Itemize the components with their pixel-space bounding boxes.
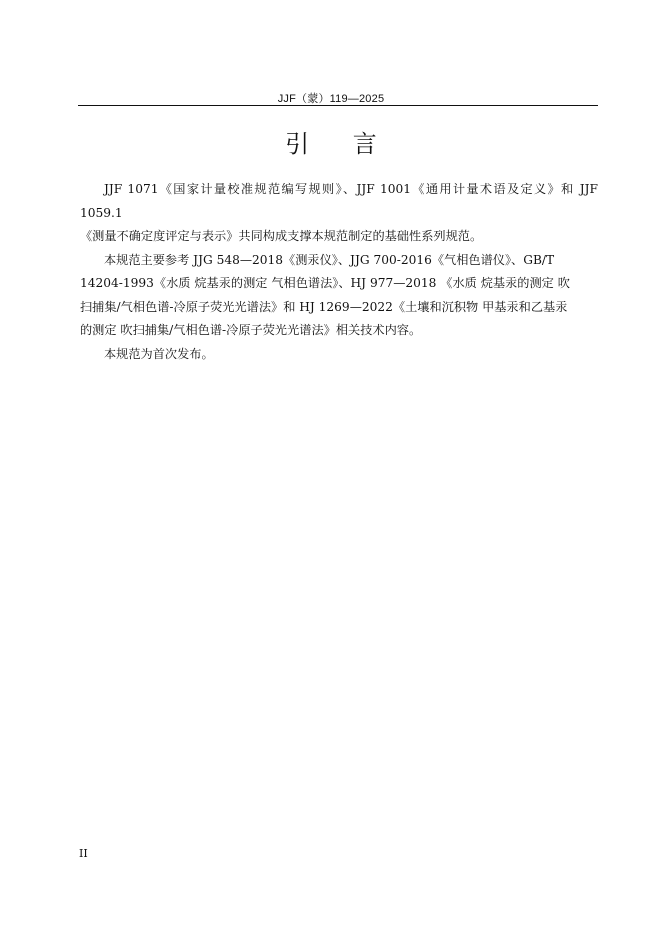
body-text — [80, 178, 598, 366]
paragraph-2-line-4: 的测定 吹扫捕集/气相色谱-冷原子荧光光谱法》相关技术内容。 — [80, 323, 422, 337]
paragraph-2 — [80, 249, 598, 343]
header-rule — [78, 105, 598, 106]
running-header-code: JJF（蒙）119—2025 — [277, 93, 385, 105]
paragraph-1 — [80, 178, 598, 249]
page-number: II — [79, 847, 88, 860]
paragraph-1-line-1: JJF 1071《国家计量校准规范编写规则》、JJF 1001《通用计量术语及定义》和 JJF 1059.1 — [80, 182, 598, 220]
paragraph-2-line-3: 扫捕集/气相色谱-冷原子荧光光谱法》和 HJ 1269—2022《土壤和沉积物 甲基汞和乙基汞 — [80, 299, 568, 314]
paragraph-3-line-1: 本规范为首次发布。 — [104, 346, 214, 361]
paragraph-2-line-1: 本规范主要参考 JJG 548—2018《测汞仪》、JJG 700-2016《气相色谱仪》、GB/T — [104, 252, 555, 267]
paragraph-1-line-2: 《测量不确定度评定与表示》共同构成支撑本规范制定的基础性系列规范。 — [80, 229, 483, 243]
paragraph-2-line-2: 14204-1993《水质 烷基汞的测定 气相色谱法》、HJ 977—2018 《水质 烷基汞的测定 吹 — [80, 276, 570, 290]
page-title: 引 言 — [285, 130, 395, 158]
paragraph-3 — [80, 343, 598, 367]
